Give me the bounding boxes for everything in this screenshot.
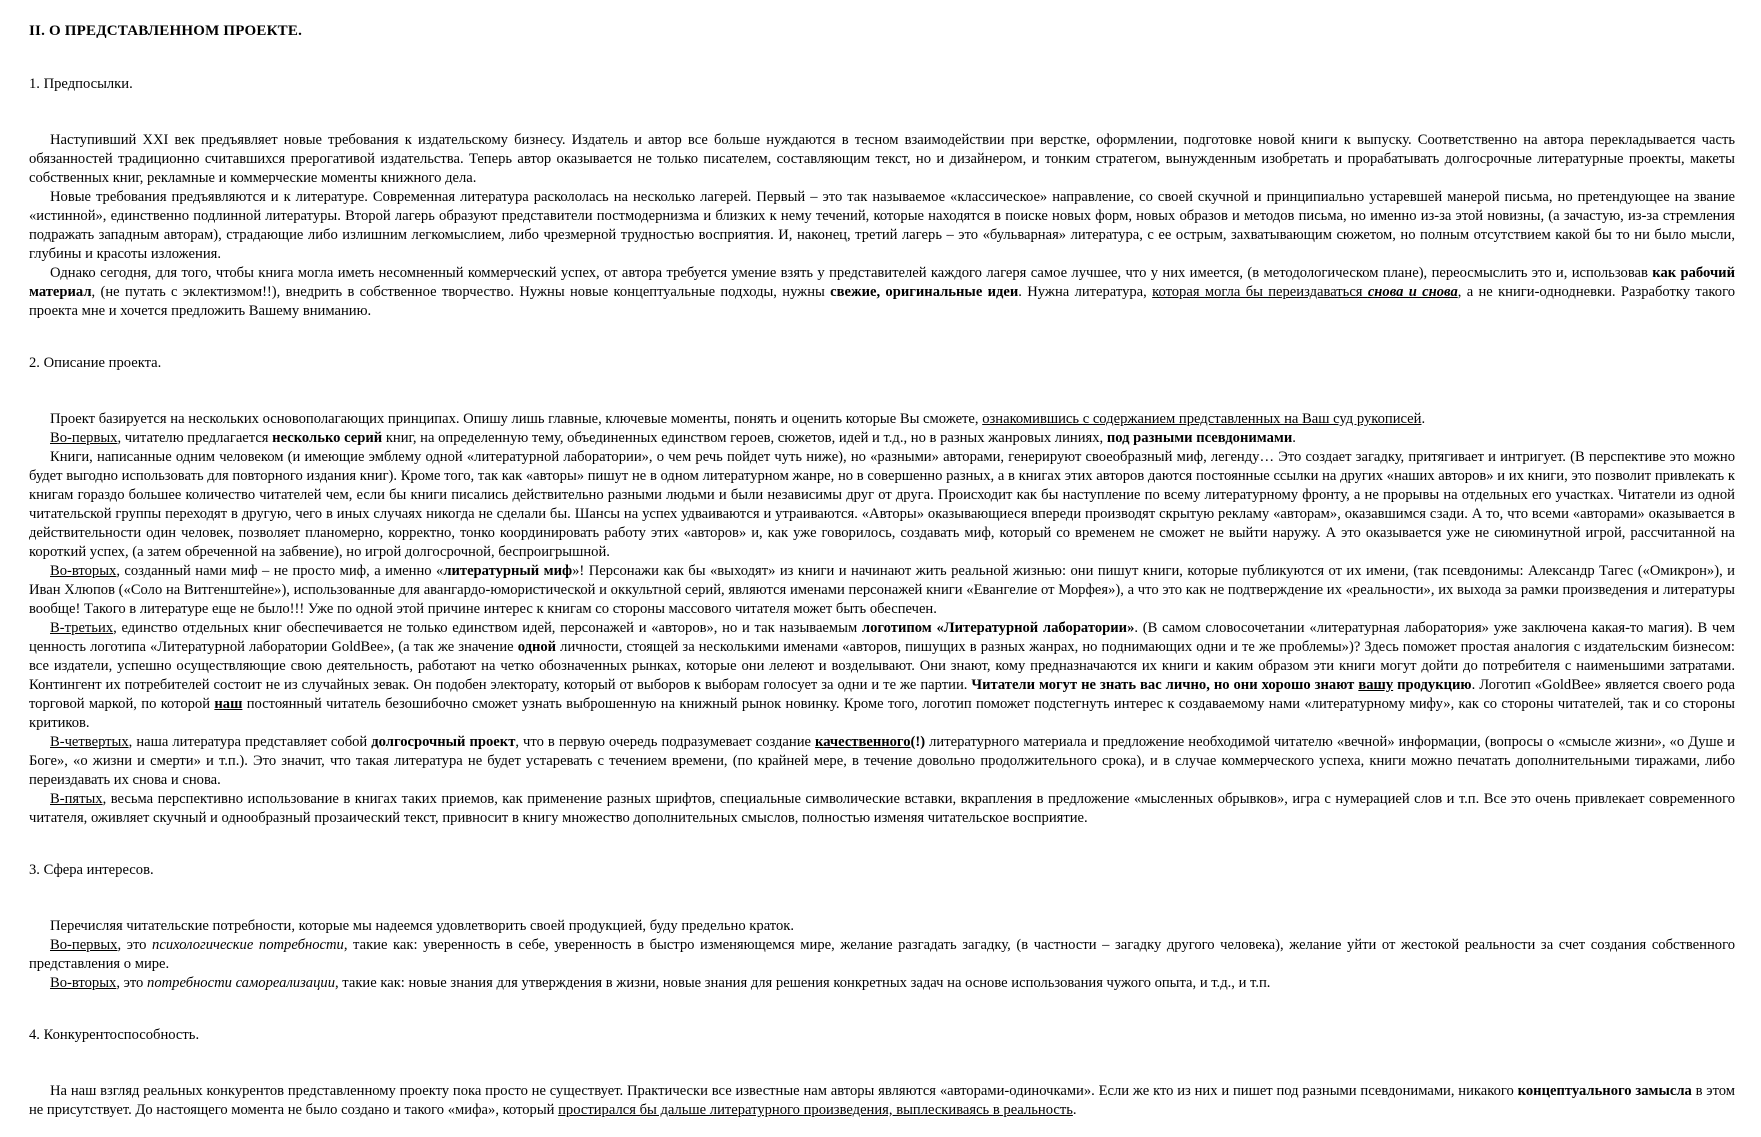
section-heading-sphere-of-interests: 3. Сфера интересов.	[29, 862, 154, 878]
paragraph: В-четвертых, наша литература представляет собой долгосрочный проект, что в первую очередь подразумевает создание качественного(!) литературного материала и предложение необходимой читателю «вечной» информации, (вопросы о «смысле жизни», «о Душе и Боге», «о жизни и смерти» и т.п.). Это значит, что такая литература не будет устаревать с течением времени, (по крайней мере, в течение довольно продолжительного срока), и в случае коммерческого успеха, книги можно печатать дополнительными тиражами, либо переиздавать их снова и снова.	[29, 734, 1735, 788]
paragraph: Перечисляя читательские потребности, которые мы надеемся удовлетворить своей продукцией, буду предельно краток.	[50, 918, 795, 934]
paragraph: В-третьих, единство отдельных книг обеспечивается не только единством идей, персонажей и «авторов», но и так называемым логотипом «Литературной лаборатории». (В самом словосочетании «литературная лаборатория» уже заключена какая-то магия). В чем ценность логотипа «Литературной лаборатории GoldBee», (а так же значение одной личности, стоящей за несколькими именами «авторов, пишущих в разных жанрах, но поднимающих одни и те же проблемы»)? Здесь поможет простая аналогия с издательским бизнесом: все издатели, успешно осуществляющие свою деятельность, работают на четко обозначенных рынках, которые они лелеют и возделывают. Они знают, кому предназначаются их книги и каким образом эти книги могут дойти до потребителя с наименьшими затратами. Контингент их потребителей состоит не из случайных зевак. Он подобен электорату, который от выборов к выборам голосует за одни и те же партии. Читатели могут не знать вас лично, но они хорошо знают вашу продукцию. Логотип «GoldBee» является своего рода торговой маркой, по которой наш постоянный читатель безошибочно сможет узнать выброшенную на книжный рынок новинку. Кроме того, логотип поможет подстегнуть интерес к создаваемому нами «литературному мифу», как со стороны читателей, так и со стороны критиков.	[29, 620, 1736, 731]
paragraph: В-пятых, весьма перспективно использование в книгах таких приемов, как применение разных шрифтов, специальные символические вставки, вкрапления в предложение «мысленных обрывков», игра с нумерацией слов и т.п. Все это очень привлекает современного читателя, оживляет скучный и однообразный прозаический текст, привносит в книгу множество дополнительных смыслов, полностью изменяя читательское восприятие.	[29, 791, 1735, 826]
paragraph: Наступивший XXI век предъявляет новые требования к издательскому бизнесу. Издатель и автор все больше нуждаются в тесном взаимодействии при верстке, оформлении, подготовке новой книги к выпуску. Соответственно на автора перекладывается часть обязанностей традиционно считавшихся прерогативой издательства. Теперь автор оказывается не только писателем, составляющим текст, но и дизайнером, и тонким стратегом, вынужденным изобретать и прорабатывать долгосрочные литературные проекты, макеты собственных книг, рекламные и коммерческие моменты книжного дела.	[29, 132, 1735, 186]
section-heading-competitiveness: 4. Конкурентоспособность.	[29, 1027, 200, 1043]
paragraph: Книги, написанные одним человеком (и имеющие эмблему одной «литературной лаборатории», о чем речь пойдет чуть ниже), но «разными» авторами, генерируют своеобразный миф, легенду… Это создает загадку, притягивает и интригует. (В перспективе это можно будет выгодно использовать для повторного издания книг). Кроме того, так как «авторы» пишут не в одном литературном жанре, но в совершенно разных, а в книгах этих авторов даются постоянные ссылки на других «наших авторов» и их книги, это позволит привлекать к книгам гораздо большее количество читателей чем, если бы книги писались действительно разными людьми и были независимы друг от друга. Происходит как бы наступление по всему литературному фронту, а не прорывы на отдельных его участках. Читатели из одной читательской группы переходят в другую, чего в иных случаях никогда не сделали бы. Шансы на успех удваиваются и утраиваются. «Авторы» оказывающиеся впереди производят скрытую рекламу «авторам», оказавшимся сзади. А то, что всеми «авторами» оказывается в действительности один человек, позволяет планомерно, корректно, тонко координировать работу этих «авторов» и, как уже говорилось, создавать миф, который со временем не сможет не выйти наружу. А это оказывается уже не сиюминутной игрой, рассчитанной на короткий успех, (а затем обреченной на забвение), но игрой долгосрочной, беспроигрышной.	[29, 449, 1735, 560]
paragraph: Во-вторых, созданный нами миф – не просто миф, а именно «литературный миф»! Персонажи как бы «выходят» из книги и начинают жить реальной жизнью: они пишут книги, которые публикуются от их имени, (так псевдонимы: Александр Тагес («Омикрон»), и Иван Хлюпов («Соло на Витгенштейне»), использованные для авангардо-юмористической и оккультной серий, являются именами персонажей книги «Евангелие от Морфея»), а что это как не подтверждение их «реальности», их выхода за рамки произведения и литературы вообще! Такого в литературе еще не было!!! Уже по одной этой причине интерес к книгам со стороны массового читателя может быть обеспечен.	[29, 563, 1735, 617]
document-title: II. О ПРЕДСТАВЛЕННОМ ПРОЕКТЕ.	[29, 23, 303, 39]
paragraph: Проект базируется на нескольких основополагающих принципах. Опишу лишь главные, ключевые моменты, понять и оценить которые Вы сможете, ознакомившись с содержанием представленных на Ваш суд рукописей.	[50, 411, 1426, 427]
section-heading-project-description: 2. Описание проекта.	[29, 355, 162, 371]
paragraph: На наш взгляд реальных конкурентов представленному проекту пока просто не существует. Практически все известные нам авторы являются «авторами-одиночками». Если же кто из них и пишет под разными псевдонимами, никакого концептуального замысла в этом не присутствует. До настоящего момента не было создано и такого «мифа», который простирался бы дальше литературного произведения, выплескиваясь в реальность.	[29, 1083, 1736, 1118]
paragraph: Однако сегодня, для того, чтобы книга могла иметь несомненный коммерческий успех, от автора требуется умение взять у представителей каждого лагеря самое лучшее, что у них имеется, (в методологическом плане), переосмыслить это и, использовав как рабочий материал, (не путать с эклектизмом!!), внедрить в собственное творчество. Нужны новые концептуальные подходы, нужны свежие, оригинальные идеи. Нужна литература, которая могла бы переиздаваться снова и снова, а не книги-однодневки. Разработку такого проекта мне и хочется предложить Вашему вниманию.	[29, 265, 1735, 319]
paragraph: Новые требования предъявляются и к литературе. Современная литература раскололась на несколько лагерей. Первый – это так называемое «классическое» направление, со своей скучной и принципиально устаревшей манерой письма, но претендующее на звание «истинной», единственно подлинной литературы. Второй лагерь образуют представители постмодернизма и близких к нему течений, которые находятся в поиске новых форм, новых образов и методов письма, но именно из-за этой новизны, (а зачастую, из-за стремления подражать западным авторам), страдающие либо излишним легкомыслием, либо чрезмерной трудностью восприятия. И, наконец, третий лагерь – это «бульварная» литература, с ее острым, захватывающим сюжетом, но полным отсутствием какой бы то ни было мысли, глубины и красоты изложения.	[29, 189, 1735, 262]
paragraph: Во-вторых, это потребности самореализации, такие как: новые знания для утверждения в жизни, новые знания для решения конкретных задач на основе использования чужого опыта, и т.д., и т.п.	[50, 975, 1271, 991]
section-heading-prerequisites: 1. Предпосылки.	[29, 76, 133, 92]
paragraph: Во-первых, читателю предлагается несколько серий книг, на определенную тему, объединенных единством героев, сюжетов, идей и т.д., но в разных жанровых линиях, под разными псевдонимами.	[50, 430, 1296, 446]
paragraph: Во-первых, это психологические потребности, такие как: уверенность в себе, уверенность в быстро изменяющемся мире, желание разгадать загадку, (в частности – загадку другого человека), желание уйти от жестокой реальности за счет создания собственного представления о мире.	[29, 937, 1735, 972]
